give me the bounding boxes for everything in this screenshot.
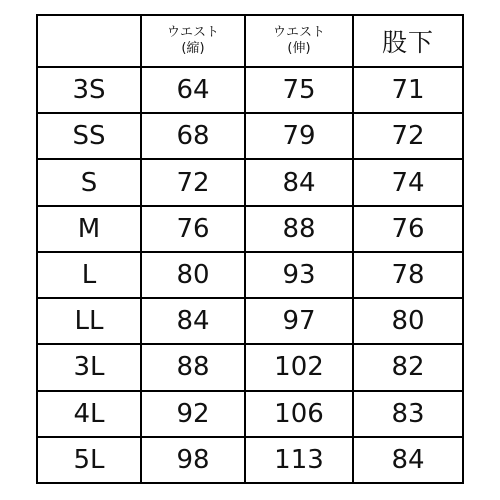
size-cell: 3S: [37, 67, 141, 113]
size-cell: LL: [37, 298, 141, 344]
table-row: [37, 298, 463, 344]
waist-shrink-cell: 64: [141, 67, 245, 113]
waist-stretch-cell: 84: [245, 159, 353, 205]
waist-shrink-cell: 84: [141, 298, 245, 344]
waist-stretch-cell: 88: [245, 206, 353, 252]
header-waist-shrink-line1: ウエスト: [166, 25, 219, 40]
table-row: [37, 113, 463, 159]
inseam-cell: 84: [353, 437, 463, 483]
table-row: [37, 159, 463, 205]
waist-stretch-cell: 113: [245, 437, 353, 483]
size-chart: [36, 14, 462, 484]
waist-shrink-cell: 92: [141, 391, 245, 437]
inseam-cell: 71: [353, 67, 463, 113]
size-cell: M: [37, 206, 141, 252]
size-cell: S: [37, 159, 141, 205]
header-waist-stretch: [245, 15, 353, 67]
waist-shrink-cell: 72: [141, 159, 245, 205]
waist-stretch-cell: 93: [245, 252, 353, 298]
inseam-cell: 80: [353, 298, 463, 344]
waist-stretch-cell: 106: [245, 391, 353, 437]
waist-shrink-cell: 68: [141, 113, 245, 159]
header-waist-stretch-line1: ウエスト: [272, 25, 325, 40]
size-cell: 5L: [37, 437, 141, 483]
header-inseam: 股下: [353, 15, 463, 67]
table-row: [37, 252, 463, 298]
header-size: [37, 15, 141, 67]
waist-stretch-cell: 79: [245, 113, 353, 159]
header-waist-shrink-line2: (縮): [181, 41, 205, 56]
waist-shrink-cell: 76: [141, 206, 245, 252]
inseam-cell: 72: [353, 113, 463, 159]
waist-stretch-cell: 102: [245, 344, 353, 390]
inseam-cell: 82: [353, 344, 463, 390]
waist-shrink-cell: 98: [141, 437, 245, 483]
size-cell: SS: [37, 113, 141, 159]
table-row: [37, 344, 463, 390]
header-waist-shrink: [141, 15, 245, 67]
waist-shrink-cell: 88: [141, 344, 245, 390]
size-cell: L: [37, 252, 141, 298]
header-row: [37, 15, 463, 67]
inseam-cell: 78: [353, 252, 463, 298]
size-table: [36, 14, 464, 484]
waist-stretch-cell: 97: [245, 298, 353, 344]
table-row: [37, 67, 463, 113]
size-cell: 3L: [37, 344, 141, 390]
waist-shrink-cell: 80: [141, 252, 245, 298]
waist-stretch-cell: 75: [245, 67, 353, 113]
table-row: [37, 437, 463, 483]
inseam-cell: 76: [353, 206, 463, 252]
table-row: [37, 206, 463, 252]
inseam-cell: 74: [353, 159, 463, 205]
size-cell: 4L: [37, 391, 141, 437]
header-waist-stretch-line2: (伸): [287, 41, 311, 56]
table-row: [37, 391, 463, 437]
inseam-cell: 83: [353, 391, 463, 437]
